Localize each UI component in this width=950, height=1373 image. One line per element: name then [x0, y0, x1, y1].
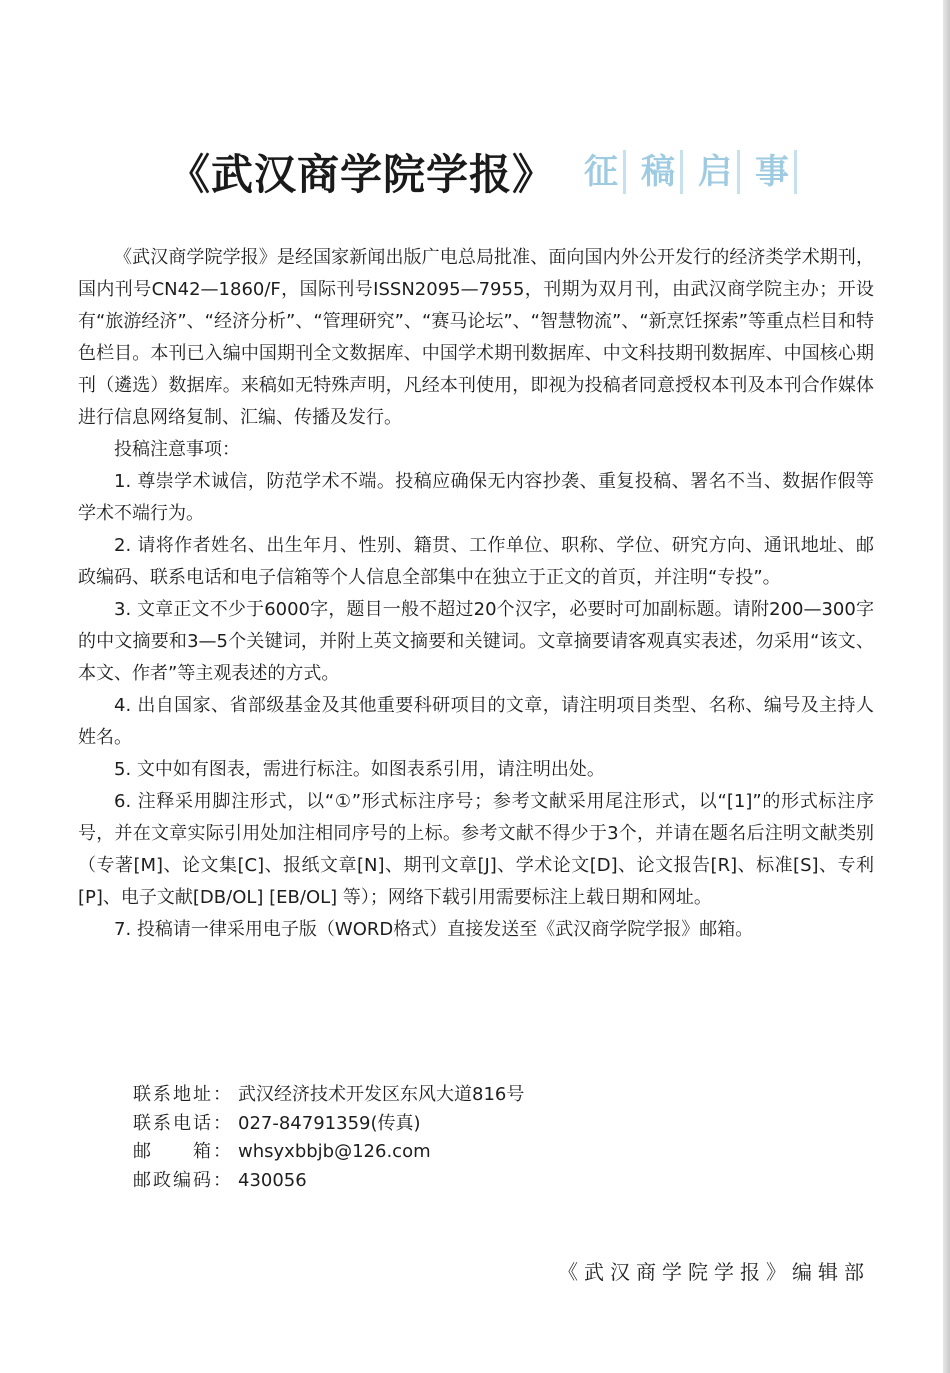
contact-email — [133, 1138, 524, 1167]
contact-info — [133, 1081, 524, 1195]
notice-char: 事 — [750, 150, 797, 194]
note-item: 6. 注释采用脚注形式，以“①”形式标注序号；参考文献采用尾注形式，以“[1]”的形式标注序号，并在文章实际引用处加注相同序号的上标。参考文献不得少于3个，并请在题名后注明文献类别（专著[M]、论文集[C]、报纸文章[N]、期刊文章[J]、学术论文[D]、论文报告[R]、标准[S]、专利[P]、电子文献[DB/OL] [EB/OL] 等）；网络下载引用需要标注上载日期和网址。 — [78, 791, 874, 908]
header — [168, 142, 850, 202]
contact-value: 027-84791359(传真) — [238, 1112, 421, 1134]
article-body — [78, 242, 874, 946]
contact-label: 邮 箱： — [133, 1141, 233, 1162]
note-item: 3. 文章正文不少于6000字，题目一般不超过20个汉字，必要时可加副标题。请附200—300字的中文摘要和3—5个关键词，并附上英文摘要和关键词。文章摘要请客观真实表述，勿采用“该文、本文、作者”等主观表述的方式。 — [78, 599, 874, 684]
note-item: 5. 文中如有图表，需进行标注。如图表系引用，请注明出处。 — [114, 759, 605, 780]
editorial-signature: 《武汉商学院学报》编辑部 — [558, 1260, 870, 1284]
contact-label: 联系电话： — [133, 1112, 233, 1134]
note-item: 1. 尊崇学术诚信，防范学术不端。投稿应确保无内容抄袭、重复投稿、署名不当、数据作假等学术不端行为。 — [78, 471, 874, 524]
contact-postcode — [133, 1167, 524, 1196]
contact-value: 武汉经济技术开发区东风大道816号 — [238, 1084, 525, 1105]
contact-label: 联系地址： — [133, 1084, 233, 1105]
notice-char: 启 — [693, 150, 740, 194]
call-for-papers-tag — [579, 150, 807, 194]
intro-paragraph: 《武汉商学院学报》是经国家新闻出版广电总局批准、面向国内外公开发行的经济类学术期刊，国内刊号CN42—1860/F，国际刊号ISSN2095—7955，刊期为双月刊，由武汉商学院主办；开设有“旅游经济”、“经济分析”、“管理研究”、“赛马论坛”、“智慧物流”、“新烹饪探索”等重点栏目和特色栏目。本刊已入编中国期刊全文数据库、中国学术期刊数据库、中文科技期刊数据库、中国核心期刊（遴选）数据库。来稿如无特殊声明，凡经本刊使用，即视为投稿者同意授权本刊及本刊合作媒体进行信息网络复制、汇编、传播及发行。 — [78, 247, 874, 428]
note-item: 4. 出自国家、省部级基金及其他重要科研项目的文章，请注明项目类型、名称、编号及主持人姓名。 — [78, 695, 874, 748]
notes-heading: 投稿注意事项： — [114, 439, 240, 460]
contact-value: 430056 — [238, 1169, 307, 1191]
contact-label: 邮政编码： — [133, 1169, 233, 1191]
notice-char: 稿 — [636, 150, 683, 194]
journal-title: 《武汉商学院学报》 — [168, 150, 556, 199]
contact-phone — [133, 1110, 524, 1139]
contact-value: whsyxbbjb@126.com — [238, 1141, 431, 1162]
notice-char: 征 — [579, 150, 626, 194]
note-item: 2. 请将作者姓名、出生年月、性别、籍贯、工作单位、职称、学位、研究方向、通讯地址、邮政编码、联系电话和电子信箱等个人信息全部集中在独立于正文的首页，并注明“专投”。 — [78, 535, 874, 588]
note-item: 7. 投稿请一律采用电子版（WORD格式）直接发送至《武汉商学院学报》邮箱。 — [114, 919, 754, 940]
page-edge — [943, 0, 950, 1373]
contact-address — [133, 1081, 524, 1110]
